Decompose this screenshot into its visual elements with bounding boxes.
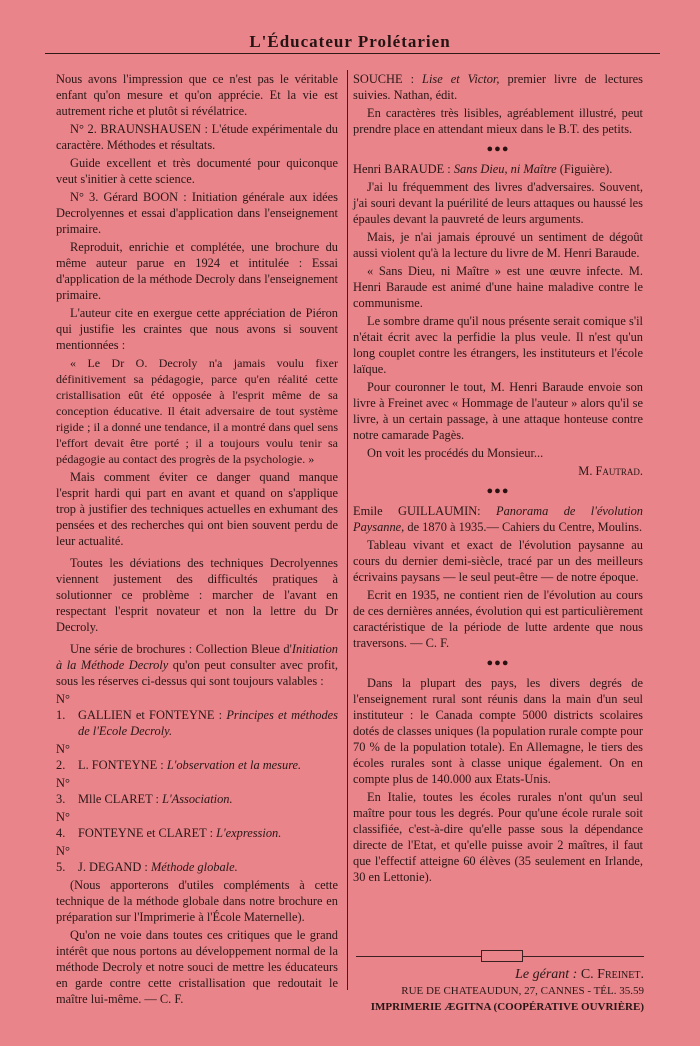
column-divider (347, 70, 348, 990)
paragraph: On voit les procédés du Monsieur... (367, 446, 544, 460)
paragraph: Mais comment éviter ce danger quand manque l'esprit hardi qui part en avant et quand on s'applique trop à justifier des techniques actuelles en exhumant des pensées et des recherches qui ont bien souvent perdu de leur actualité. (56, 470, 338, 548)
paragraph: Toutes les déviations des techniques Decrolyennes viennent justement des difficultés pratiques à solutionner ce problème : marcher de l'avant en respectant l'esprit novateur et non la lettre du Dr Decroly. (56, 556, 338, 634)
paragraph: En caractères très lisibles, agréablement illustré, peut prendre place en attendant mieux dans le B.T. des petits. (353, 106, 643, 136)
gerant-line: Le gérant : C. Freinet. (515, 967, 644, 982)
paragraph: « Sans Dieu, ni Maître » est une œuvre infecte. M. Henri Baraude est animé d'une haine maladive contre le communisme. (353, 264, 643, 310)
paragraph: Le sombre drame qu'il nous présente serait comique s'il n'était écrit avec la perfidie la plus veule. Il n'est qu'un long couplet contre les étrangers, les instituteurs et l'école laïque. (353, 314, 643, 376)
right-column (353, 71, 643, 887)
union-label-mark (481, 950, 523, 962)
footer (356, 967, 644, 1015)
paragraph: Qu'on ne voie dans toutes ces critiques que le grand intérêt que nous portons au développement normal de la méthode Decroly et notre souci de mettre les éducateurs en garde contre cette cristallisation que redoutait le maître lui-même. — C. F. (56, 928, 338, 1006)
left-column (56, 71, 338, 1009)
review-heading: Emile GUILLAUMIN: Panorama de l'évolution Paysanne, de 1870 à 1935.— Cahiers du Centre, Moulins. (353, 504, 644, 534)
paragraph: Ecrit en 1935, ne contient rien de l'évolution au cours de ces dernières années, évolution qui est particulièrement caractéristique de la période de lutte ardente que nous traversons. — C. F. (353, 588, 643, 650)
list-item: N° 4. FONTEYNE et CLARET : L'expression. (56, 810, 282, 840)
list-item: N° 1. GALLIEN et FONTEYNE : Principes et méthodes de l'Ecole Decroly. (56, 692, 338, 738)
list-item: N° 2. L. FONTEYNE : L'observation et la mesure. (56, 742, 302, 772)
paragraph: Mais, je n'ai jamais éprouvé un sentiment de dégoût aussi violent qu'à la lecture du livre de M. Henri Baraude. (353, 230, 643, 260)
paragraph: J'ai lu fréquemment des livres d'adversaires. Souvent, j'ai souri devant la puérilité de leurs attaques ou haussé les épaules devant la pauvreté de leurs arguments. (353, 180, 643, 226)
list-item: N° 3. Mlle CLARET : L'Association. (56, 776, 233, 806)
paragraph: N° 3. Gérard BOON : Initiation générale aux idées Decrolyennes et essai d'application dans l'enseignement primaire. (56, 190, 338, 236)
paragraph: (Nous apporterons d'utiles compléments à cette technique de la méthode globale dans notre brochure en préparation sur l'Imprimerie à l'École Maternelle). (56, 878, 338, 924)
review-heading: Henri BARAUDE : Sans Dieu, ni Maître (Figuière). (353, 162, 613, 176)
paragraph: Tableau vivant et exact de l'évolution paysanne au cours du dernier demi-siècle, tracé par un des meilleurs écrivains paysans — le seul peut-être — de notre époque. (353, 538, 643, 584)
review-heading: SOUCHE : Lise et Victor, premier livre de lectures suivies. Nathan, édit. (353, 72, 643, 102)
list-item: N° 5. J. DEGAND : Méthode globale. (56, 844, 238, 874)
paragraph: Dans la plupart des pays, les divers degrés de l'enseignement rural sont réunis dans la main d'un seul instituteur : le Canada compte 5000 districts scolaires dotés de classes uniques (la population rurale compte pour 70 % de la population totale). En Allemagne, le tiers des écoles rurales sont à classe unique également. On en compte plus de 140.000 aux Etats-Unis. (353, 676, 643, 786)
ornament: ●●● (486, 485, 510, 497)
paragraph: Reproduit, enrichie et complétée, une brochure du même auteur parue en 1924 et intitulée : Essai d'application de la méthode Decroly dans l'enseignement primaire. (56, 240, 338, 302)
paragraph: Pour couronner le tout, M. Henri Baraude envoie son livre à Freinet avec « Hommage de l'auteur » alors qu'il se livre, à un certain passage, à une attaque honteuse contre notre camarade Pagès. (353, 380, 643, 442)
header-rule (45, 53, 660, 54)
address: RUE DE CHATEAUDUN, 27, CANNES - TÉL. 35.59 (401, 985, 644, 997)
ornament: ●●● (486, 657, 510, 669)
printer: IMPRIMERIE ÆGITNA (COOPÉRATIVE OUVRIÈRE) (370, 1001, 644, 1013)
quotation: « Le Dr O. Decroly n'a jamais voulu fixer définitivement sa pédagogie, parce qu'en réalité cette cristallisation eût été opposée à l'esprit même de sa conception éducative. Il était adversaire de tout système rigide ; il a donné une tendance, il a montré dans quel sens l'effort devait être porté ; il a toujours voulu tenir sa pédagogie au contact des progrès de la psychologie. » (56, 356, 338, 466)
paragraph: Une série de brochures : Collection Bleue d'Initiation à la Méthode Decroly qu'on peut consulter avec profit, sous les réserves ci-dessus qui sont toujours valables : (56, 642, 338, 688)
journal-title: L'Éducateur Prolétarien (249, 32, 451, 51)
paragraph: En Italie, toutes les écoles rurales n'ont qu'un seul maître pour tous les degrés. Pour qu'une école rurale soit classifiée, c'est-à-dire qu'elle passe sous la dépendance directe de l'Etat, et qu'elle puisse avoir 2 maîtres, il faut que l'effectif atteigne 60 élèves (35 seulement en Irlande, 30 en Lettonie). (353, 790, 643, 884)
ornament: ●●● (486, 143, 510, 155)
paragraph: L'auteur cite en exergue cette appréciation de Piéron qui justifie les craintes que nous avons si souvent mentionnées : (56, 306, 338, 352)
paragraph: Nous avons l'impression que ce n'est pas le véritable enfant qu'on mesure et qu'on apprécie. Et la vie est autrement riche et plutôt si révélatrice. (56, 72, 338, 118)
paragraph: Guide excellent et très documenté pour quiconque veut s'initier à cette science. (56, 156, 338, 186)
paragraph: N° 2. BRAUNSHAUSEN : L'étude expérimentale du caractère. Méthodes et résultats. (56, 122, 338, 152)
signature: M. Fautrad. (578, 464, 643, 478)
